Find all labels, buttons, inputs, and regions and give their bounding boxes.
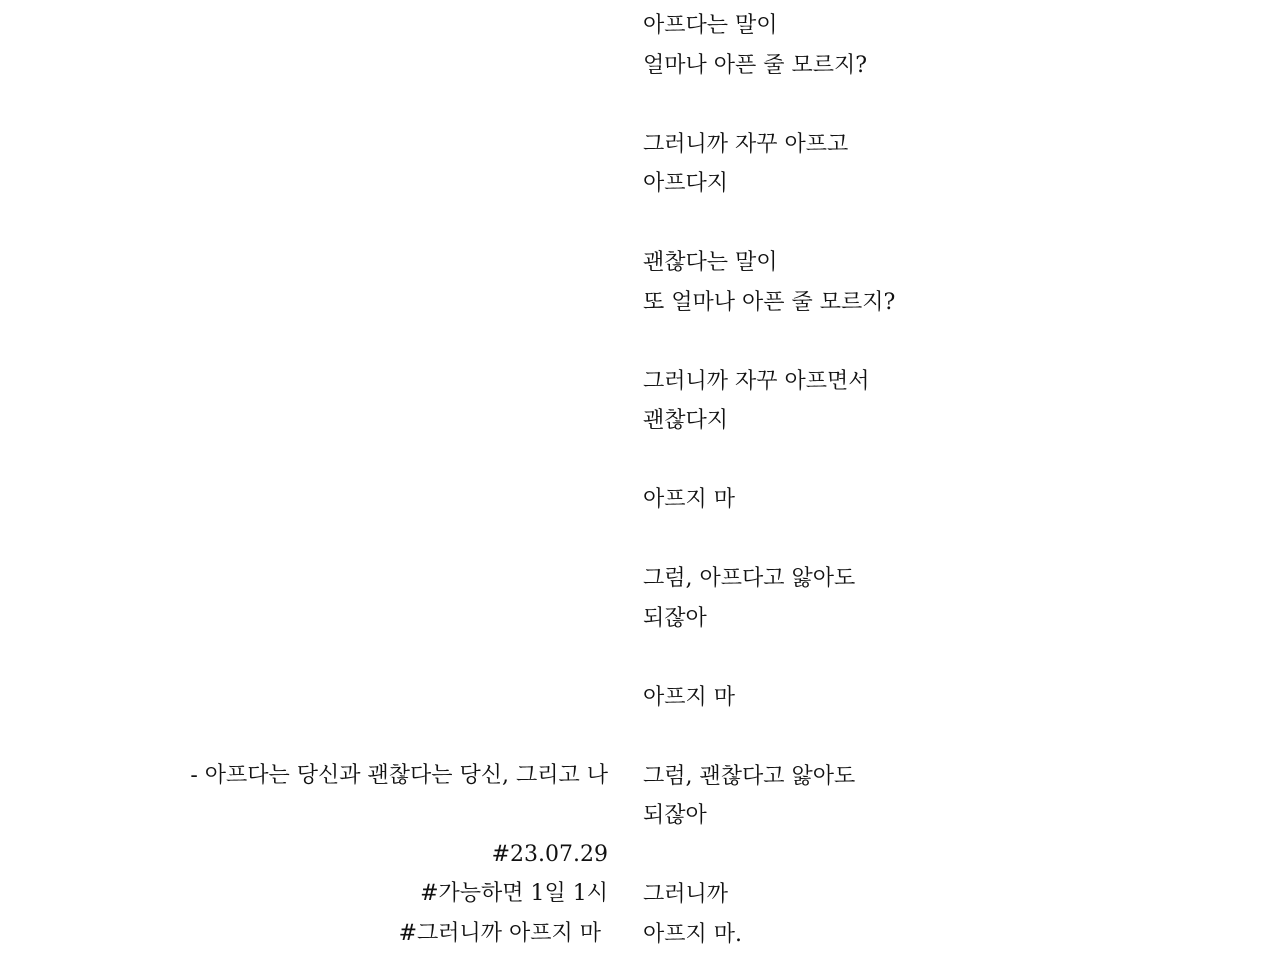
hashtag: #그러니까 아프지 마: [398, 921, 601, 946]
poem-blank-line: [643, 638, 1243, 678]
poem-line: 되잖아: [643, 803, 707, 828]
poem-line: 아프지 마: [643, 487, 736, 512]
poem-blank-line: [643, 836, 1243, 876]
hashtag: #가능하면 1일 1시: [420, 881, 608, 906]
poem-subtitle: - 아프다는 당신과 괜찮다는 당신, 그리고 나: [190, 763, 608, 788]
poem-line: 얼마나 아픈 줄 모르지?: [643, 52, 868, 78]
poem-line: 그러니까: [643, 882, 729, 907]
poem-blank-line: [643, 85, 1243, 125]
poem-blank-line: [643, 204, 1243, 244]
date-hashtag: #23.07.29: [491, 842, 608, 867]
poem-line: 그럼, 아프다고 앓아도: [643, 566, 856, 591]
poem-blank-line: [643, 441, 1243, 481]
poem-line: 아프지 마.: [643, 921, 742, 947]
poem-blank-line: [643, 717, 1243, 757]
poem-blank-line: [643, 322, 1243, 362]
poem-body: [643, 6, 1243, 954]
poem-blank-line: [643, 520, 1243, 560]
poem-line: 또 얼마나 아픈 줄 모르지?: [643, 289, 896, 315]
poem-line: 아프다지: [643, 171, 729, 196]
poem-line: 되잖아: [643, 605, 707, 631]
poem-line: 아프다는 말이: [643, 13, 778, 38]
poem-line: 괜찮다는 말이: [643, 250, 778, 275]
poem-line: 괜찮다지: [643, 408, 729, 433]
poem-line: 그럼, 괜찮다고 앓아도: [643, 763, 856, 789]
poem-line: 그러니까 자꾸 아프면서: [643, 368, 870, 394]
poem-line: 아프지 마: [643, 684, 736, 710]
poem-line: 그러니까 자꾸 아프고: [643, 131, 849, 157]
